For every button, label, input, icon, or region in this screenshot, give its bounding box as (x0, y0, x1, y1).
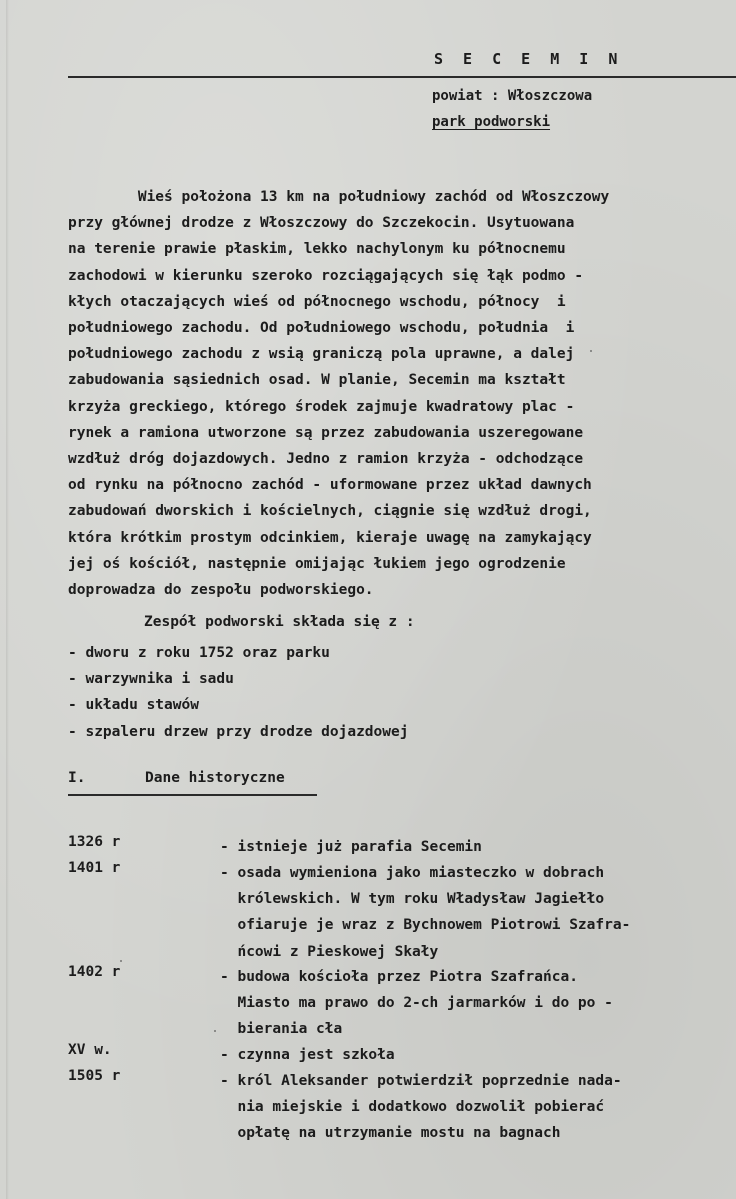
county-line: powiat : Włoszczowa (432, 88, 593, 104)
history-description (220, 1068, 622, 1147)
intro-paragraph (68, 184, 609, 603)
intro-line: krzyża greckiego, którego środek zajmuje kwadratowy plac - (68, 398, 575, 415)
history-line: - król Aleksander potwierdził poprzednie nada- (220, 1073, 622, 1089)
intro-line: doprowadza do zespołu podworskiego. (68, 582, 374, 599)
intro-line: rynek a ramiona utworzone są przez zabudowania uszeregowane (68, 424, 584, 441)
history-line: Miasto ma prawo do 2-ch jarmarków i do po - (220, 995, 613, 1012)
intro-line: południowego zachodu. Od południowego wschodu, południa i (68, 320, 575, 337)
history-line: królewskich. W tym roku Władysław Jagiełło (220, 891, 605, 908)
intro-line: wzdłuż dróg dojazdowych. Jedno z ramion krzyża - odchodzące (68, 451, 584, 468)
paper-speck (214, 1030, 216, 1032)
composition-item: - szpaleru drzew przy drodze dojazdowej (68, 723, 409, 740)
object-type-line: park podworski (432, 114, 551, 130)
composition-list (68, 640, 408, 745)
section-underline (68, 794, 317, 796)
intro-line: zabudowania sąsiednich osad. W planie, Secemin ma kształt (68, 372, 566, 389)
intro-line: zachodowi w kierunku szeroko rozciągających się łąk podmo - (68, 267, 584, 284)
composition-item: - warzywnika i sadu (68, 671, 234, 688)
intro-line: która krótkim prostym odcinkiem, kieraje uwagę na zamykający (68, 529, 592, 546)
document-title: S E C E M I N (434, 50, 623, 68)
history-year: 1505 r (68, 1068, 121, 1084)
history-line: - osada wymieniona jako miasteczko w dobrach (220, 865, 605, 881)
history-line: - czynna jest szkoła (220, 1047, 395, 1063)
intro-line: na terenie prawie płaskim, lekko nachylonym ku północnemu (68, 241, 566, 258)
section-number: I. (68, 770, 86, 786)
history-line: ńcowi z Pieskowej Skały (220, 943, 439, 960)
header-divider (68, 76, 736, 78)
history-description (220, 860, 630, 965)
intro-line: południowego zachodu z wsią graniczą pola uprawne, a dalej (68, 346, 575, 363)
intro-line: przy głównej drodze z Włoszczowy do Szczekocin. Usytuowana (68, 215, 575, 232)
history-line: ofiaruje je wraz z Bychnowem Piotrowi Szafra- (220, 917, 631, 934)
history-description (220, 964, 613, 1043)
history-line: - budowa kościoła przez Piotra Szafrańca. (220, 969, 578, 985)
composition-title: Zespół podworski składa się z : (144, 614, 415, 630)
history-year: XV w. (68, 1042, 112, 1058)
history-line: bierania cła (220, 1021, 343, 1038)
composition-item: - układu stawów (68, 697, 199, 714)
history-line: - istnieje już parafia Secemin (220, 839, 482, 855)
section-title: Dane historyczne (145, 770, 285, 786)
history-description (220, 1042, 395, 1068)
intro-line: zabudowań dworskich i kościelnych, ciągnie się wzdłuż drogi, (68, 503, 592, 520)
page-edge-shadow (6, 0, 9, 1199)
intro-line: jej oś kościół, następnie omijając łukiem jego ogrodzenie (68, 555, 566, 572)
history-description (220, 834, 482, 860)
intro-line: kłych otaczających wieś od północnego wschodu, północy i (68, 293, 566, 310)
history-year: 1401 r (68, 860, 121, 876)
section-heading (68, 770, 318, 798)
history-line: nia miejskie i dodatkowo dozwolił pobierać (220, 1099, 605, 1116)
composition-item: - dworu z roku 1752 oraz parku (68, 645, 330, 661)
paper-speck (590, 350, 592, 352)
history-line: opłatę na utrzymanie mostu na bagnach (220, 1125, 561, 1142)
history-year: 1402 r (68, 964, 121, 980)
intro-line: Wieś położona 13 km na południowy zachód od Włoszczowy (68, 189, 610, 205)
intro-line: od rynku na północno zachód - uformowane przez układ dawnych (68, 477, 592, 494)
history-year: 1326 r (68, 834, 121, 850)
paper-speck (120, 960, 122, 962)
